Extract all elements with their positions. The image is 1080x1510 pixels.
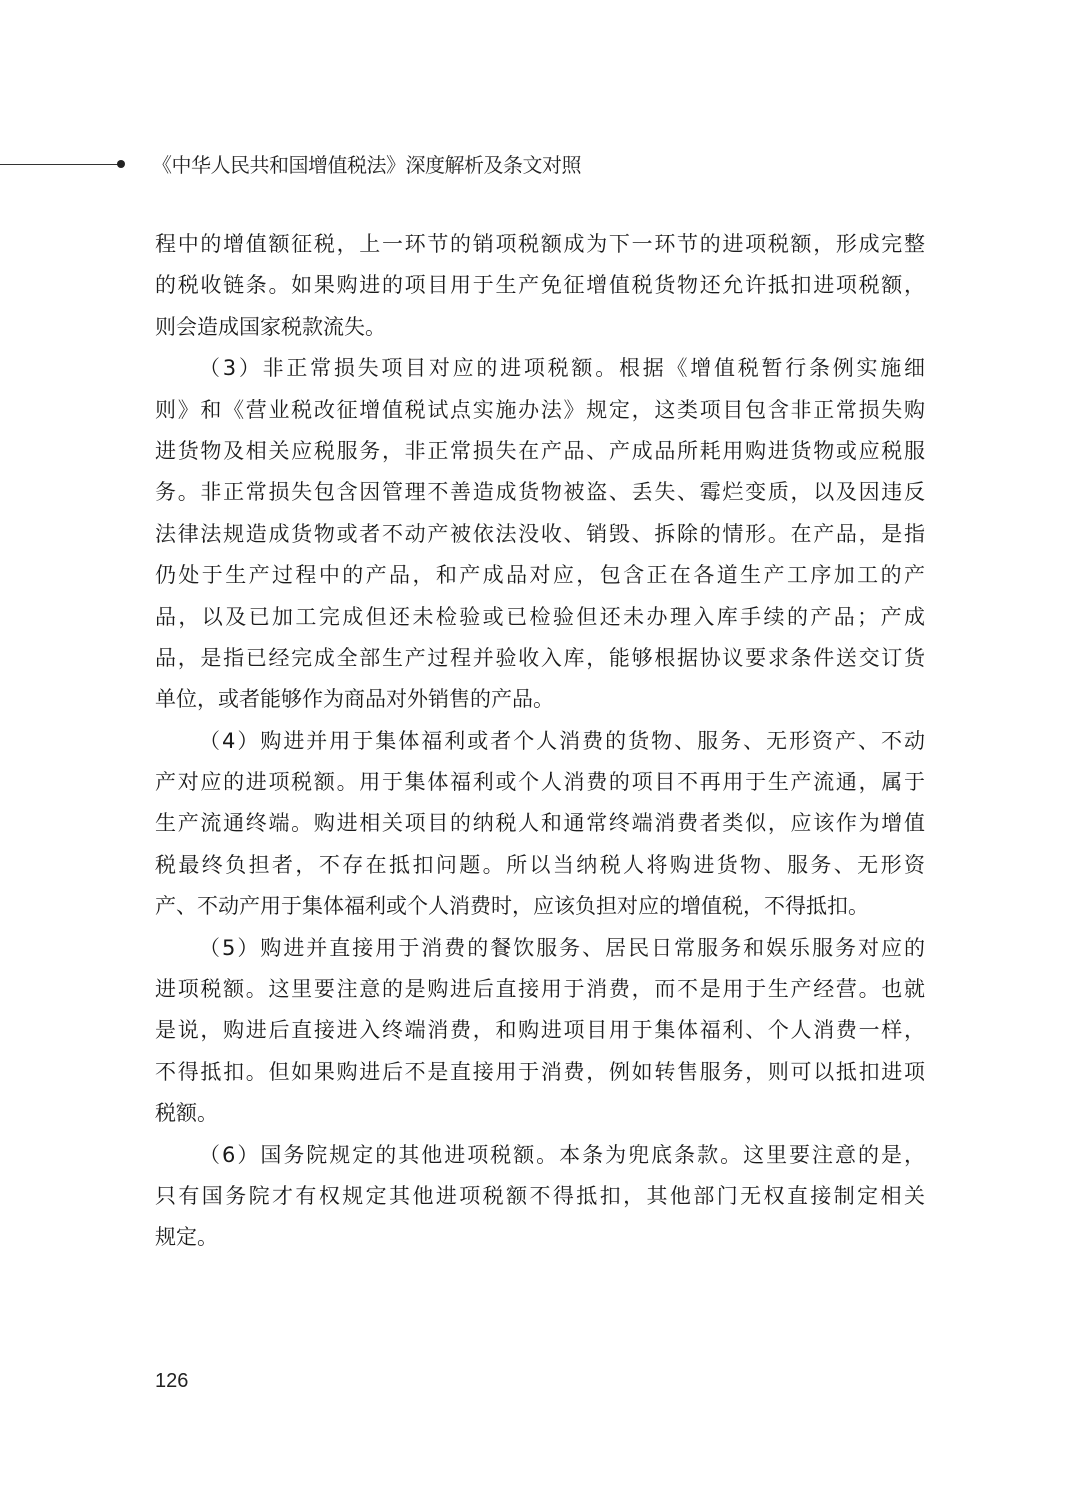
- paragraph: [155, 224, 925, 348]
- text-line: 则》和《营业税改征增值税试点实施办法》规定，这类项目包含非正常损失购: [155, 397, 925, 422]
- text-line: 规定。: [155, 1225, 218, 1250]
- text-line: 的税收链条。如果购进的项目用于生产免征增值税货物还允许抵扣进项税额，: [155, 273, 925, 298]
- header-bullet-dot: [117, 160, 125, 168]
- text-line: 程中的增值额征税，上一环节的销项税额成为下一环节的进项税额，形成完整: [155, 232, 925, 256]
- text-line: （6）国务院规定的其他进项税额。本条为兜底条款。这里要注意的是，: [199, 1142, 925, 1167]
- body-text: [155, 224, 925, 1259]
- paragraph: [155, 348, 925, 721]
- text-line: 仍处于生产过程中的产品，和产成品对应，包含正在各道生产工序加工的产: [155, 563, 925, 588]
- text-line: 品，以及已加工完成但还未检验或已检验但还未办理入库手续的产品；产成: [155, 604, 925, 629]
- header-rule: [0, 164, 120, 165]
- page-number: 126: [155, 1370, 189, 1392]
- text-line: 法律法规造成货物或者不动产被依法没收、销毁、拆除的情形。在产品，是指: [155, 521, 925, 546]
- text-line: 产、不动产用于集体福利或个人消费时，应该负担对应的增值税，不得抵扣。: [155, 894, 869, 919]
- text-line: 税最终负担者，不存在抵扣问题。所以当纳税人将购进货物、服务、无形资: [155, 852, 925, 877]
- text-line: （4）购进并用于集体福利或者个人消费的货物、服务、无形资产、不动: [199, 728, 925, 753]
- text-line: （5）购进并直接用于消费的餐饮服务、居民日常服务和娱乐服务对应的: [199, 935, 925, 960]
- paragraph: [155, 721, 925, 928]
- text-line: 只有国务院才有权规定其他进项税额不得抵扣，其他部门无权直接制定相关: [155, 1183, 925, 1208]
- text-line: 进项税额。这里要注意的是购进后直接用于消费，而不是用于生产经营。也就: [155, 977, 925, 1002]
- paragraph: [155, 928, 925, 1135]
- text-line: （3）非正常损失项目对应的进项税额。根据《增值税暂行条例实施细: [199, 356, 925, 381]
- paragraph: [155, 1135, 925, 1259]
- text-line: 单位，或者能够作为商品对外销售的产品。: [155, 687, 554, 712]
- text-line: 产对应的进项税额。用于集体福利或个人消费的项目不再用于生产流通，属于: [155, 770, 925, 795]
- text-line: 不得抵扣。但如果购进后不是直接用于消费，例如转售服务，则可以抵扣进项: [155, 1059, 925, 1084]
- text-line: 生产流通终端。购进相关项目的纳税人和通常终端消费者类似，应该作为增值: [155, 811, 925, 836]
- running-header-title: 《中华人民共和国增值税法》深度解析及条文对照: [152, 153, 581, 177]
- text-line: 税额。: [155, 1101, 218, 1126]
- text-line: 务。非正常损失包含因管理不善造成货物被盗、丢失、霉烂变质，以及因违反: [155, 480, 925, 505]
- text-line: 是说，购进后直接进入终端消费，和购进项目用于集体福利、个人消费一样，: [155, 1018, 925, 1043]
- text-line: 品，是指已经完成全部生产过程并验收入库，能够根据协议要求条件送交订货: [155, 645, 925, 670]
- text-line: 进货物及相关应税服务，非正常损失在产品、产成品所耗用购进货物或应税服: [155, 438, 925, 463]
- text-line: 则会造成国家税款流失。: [155, 314, 386, 339]
